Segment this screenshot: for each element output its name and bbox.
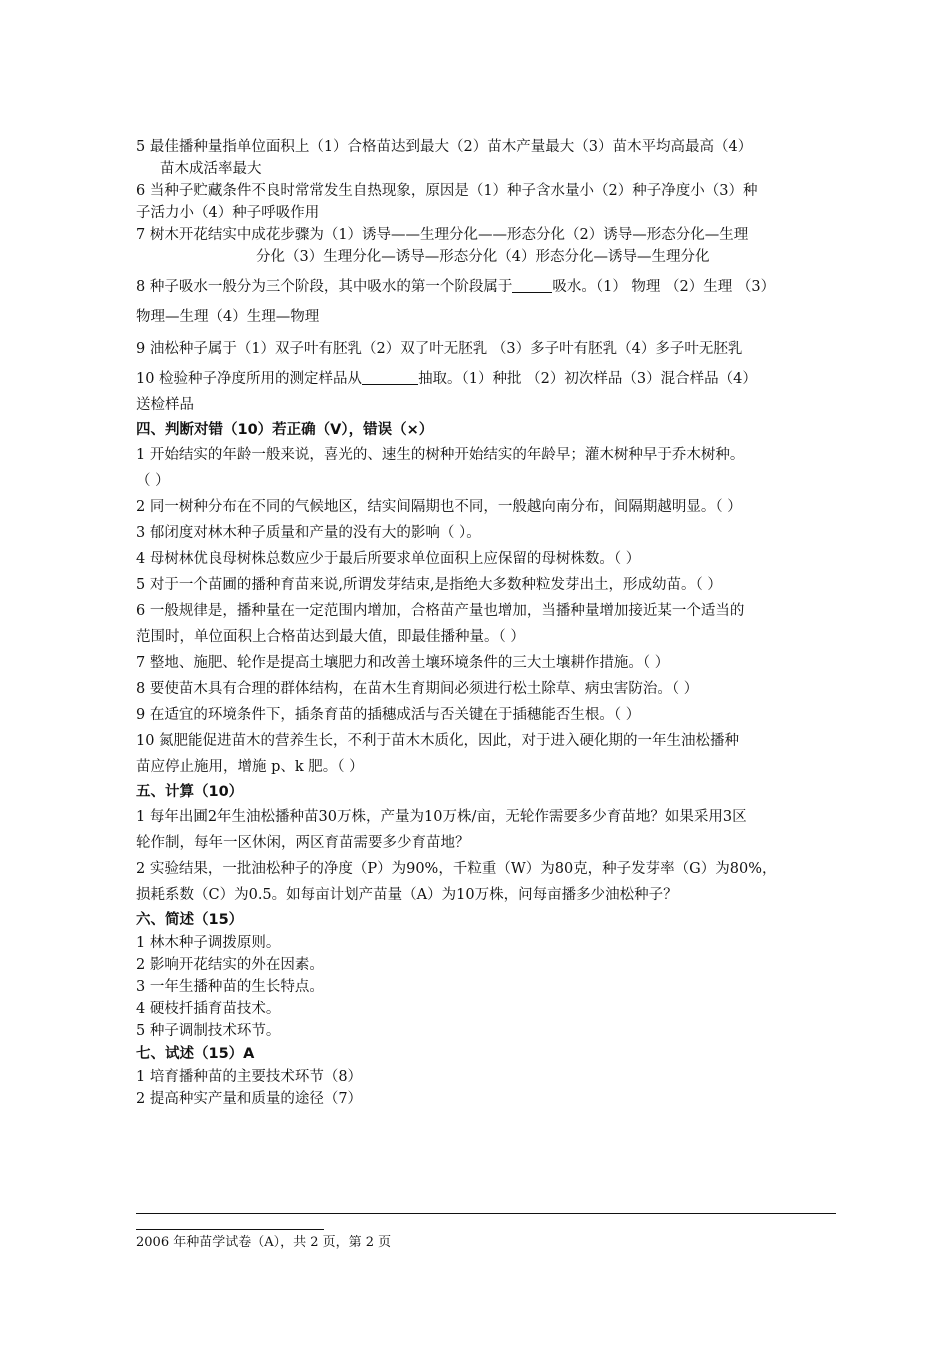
list-item: 2 提高种实产量和质量的途径（7） — [136, 1091, 363, 1107]
question-line: 6 当种子贮藏条件不良时常常发生自热现象，原因是（1）种子含水量小（2）种子净度小（3）种 — [136, 183, 758, 199]
list-item: 1 开始结实的年龄一般来说，喜光的、速生的树种开始结实的年龄早；灌木树种早于乔木树种。 — [136, 447, 745, 463]
list-item: 2 同一树种分布在不同的气候地区，结实间隔期也不同，一般越向南分布，间隔期越明显。（ ） — [136, 499, 742, 515]
list-item: 1 林木种子调拨原则。 — [136, 935, 281, 951]
list-item: 3 郁闭度对林木种子质量和产量的没有大的影响（ ）。 — [136, 525, 481, 541]
section7-heading: 七、试述（15）A — [136, 1046, 255, 1062]
list-item: 3 一年生播种苗的生长特点。 — [136, 979, 324, 995]
list-item: 轮作制，每年一区休闲，两区育苗需要多少育苗地？ — [136, 835, 470, 851]
exam-page — [136, 136, 836, 1110]
section5-list — [136, 804, 836, 908]
question-line: 9 油松种子属于（1）双子叶有胚乳（2）双了叶无胚乳 （3）多子叶有胚乳（4）多子叶无胚乳 — [136, 341, 743, 357]
fill-blank — [512, 278, 552, 293]
footer-note-rule — [136, 1229, 324, 1230]
section5-heading: 五、计算（10） — [136, 784, 244, 800]
list-item: 苗应停止施用，增施 p、k 肥。（ ） — [136, 759, 364, 775]
list-item: 10 氮肥能促进苗木的营养生长，不利于苗木木质化，因此，对于进入硬化期的一年生油松播种 — [136, 733, 740, 749]
list-item: 8 要使苗木具有合理的群体结构，在苗木生育期间必须进行松土除草、病虫害防治。（ ） — [136, 681, 699, 697]
list-item: 4 硬枝扦插育苗技术。 — [136, 1001, 281, 1017]
footer-rule — [136, 1213, 836, 1214]
question-line: 7 树木开花结实中成花步骤为（1）诱导——生理分化——形态分化（2）诱导—形态分化—生理 — [136, 227, 749, 243]
list-item: 5 种子调制技术环节。 — [136, 1023, 281, 1039]
fill-blank — [362, 370, 418, 385]
question-line: 物理—生理（4）生理—物理 — [136, 309, 320, 325]
q10-text-after: 抽取。（1）种批 （2）初次样品（3）混合样品（4） — [418, 371, 757, 387]
question-line — [136, 366, 836, 392]
section4-list — [136, 442, 836, 780]
question-line: 送检样品 — [136, 397, 194, 413]
q8-text-after: 吸水。（1） 物理 （2）生理 （3） — [552, 279, 776, 295]
list-item: 4 母树林优良母树株总数应少于最后所要求单位面积上应保留的母树株数。（ ） — [136, 551, 641, 567]
question-line — [136, 274, 836, 300]
section4-heading: 四、判断对错（10）若正确（V），错误（×） — [136, 422, 434, 438]
section6-list — [136, 932, 836, 1042]
list-item: 1 培育播种苗的主要技术环节（8） — [136, 1069, 363, 1085]
list-item: 范围时，单位面积上合格苗达到最大值，即最佳播种量。（ ） — [136, 629, 525, 645]
list-item: 2 实验结果，一批油松种子的净度（P）为90%，千粒重（W）为80克，种子发芽率（G）为80%， — [136, 861, 777, 877]
question-line: 5 最佳播种量指单位面积上（1）合格苗达到最大（2）苗木产量最大（3）苗木平均高最高（4） — [136, 139, 753, 155]
list-item: 2 影响开花结实的外在因素。 — [136, 957, 324, 973]
list-item: 9 在适宜的环境条件下，插条育苗的插穗成活与否关键在于插穗能否生根。（ ） — [136, 707, 641, 723]
section7-list — [136, 1066, 836, 1110]
list-item: 6 一般规律是，播种量在一定范围内增加，合格苗产量也增加，当播种量增加接近某一个适当的 — [136, 603, 745, 619]
question-line: 子活力小（4）种子呼吸作用 — [136, 205, 320, 221]
list-item: 7 整地、施肥、轮作是提高土壤肥力和改善土壤环境条件的三大土壤耕作措施。（ ） — [136, 655, 670, 671]
list-item: 1 每年出圃2年生油松播种苗30万株，产量为10万株/亩，无轮作需要多少育苗地？如果采用3区 — [136, 809, 747, 825]
q8-text-before: 8 种子吸水一般分为三个阶段，其中吸水的第一个阶段属于 — [136, 279, 513, 295]
question-line: 分化（3）生理分化—诱导—形态分化（4）形态分化—诱导—生理分化 — [256, 249, 710, 265]
page-footer: 2006 年种苗学试卷（A），共 2 页，第 2 页 — [136, 1235, 392, 1250]
list-item: 5 对于一个苗圃的播种育苗来说,所谓发芽结束,是指绝大多数种粒发芽出土，形成幼苗。（ ） — [136, 577, 722, 593]
list-item: （ ） — [136, 473, 170, 489]
question-line: 苗木成活率最大 — [160, 161, 262, 177]
q10-text-before: 10 检验种子净度所用的测定样品从 — [136, 371, 363, 387]
section6-heading: 六、简述（15） — [136, 912, 244, 928]
list-item: 损耗系数（C）为0.5。如每亩计划产苗量（A）为10万株，问每亩播多少油松种子？ — [136, 887, 678, 903]
section3-continued — [136, 136, 836, 418]
